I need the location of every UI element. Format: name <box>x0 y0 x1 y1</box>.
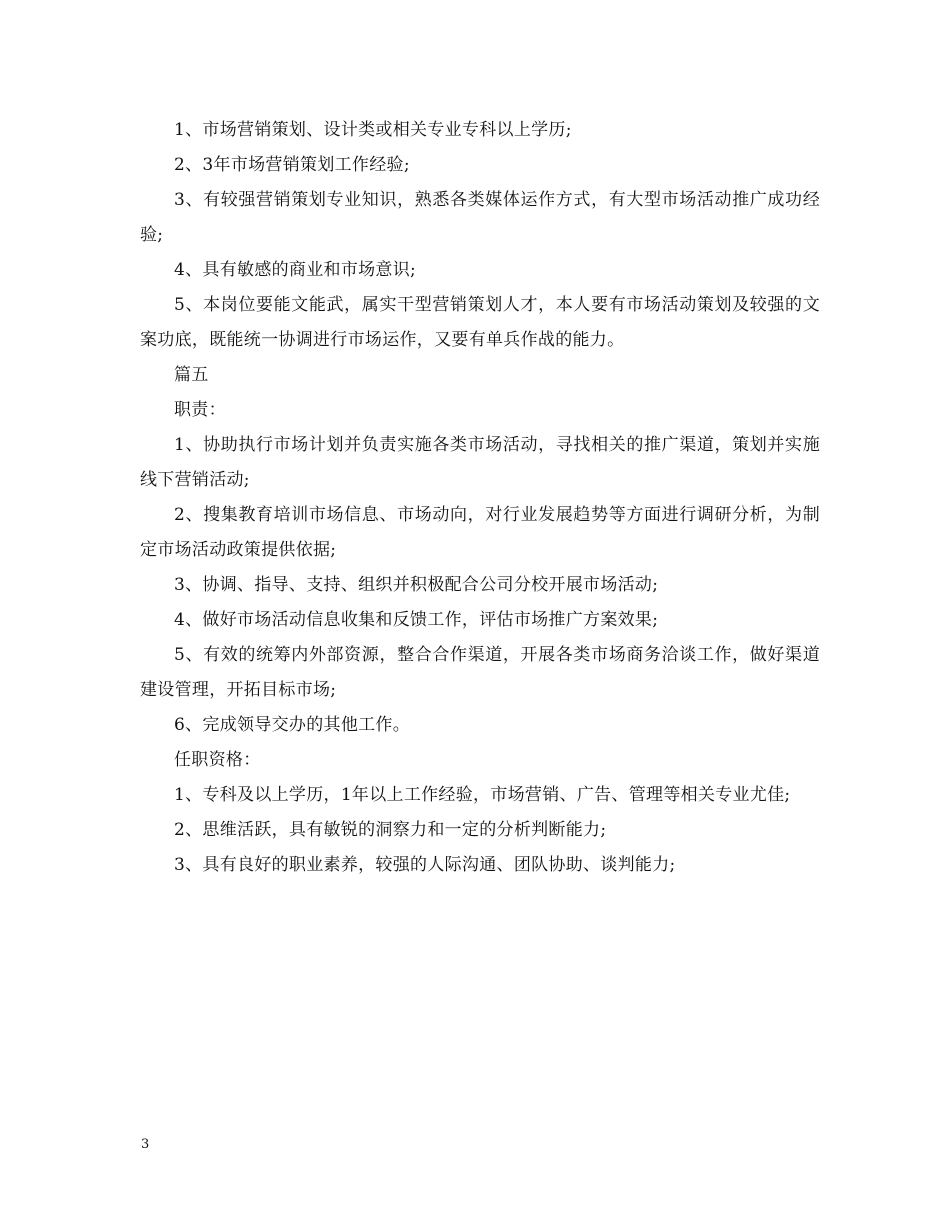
paragraph: 3、协调、指导、支持、组织并积极配合公司分校开展市场活动; <box>174 575 659 595</box>
paragraph: 6、完成领导交办的其他工作。 <box>174 715 411 735</box>
paragraph: 5、有效的统筹内外部资源，整合合作渠道，开展各类市场商务洽谈工作，做好渠道建设管理，开拓目标市场; <box>140 645 820 700</box>
paragraph: 1、市场营销策划、设计类或相关专业专科以上学历; <box>174 120 572 140</box>
paragraph: 2、搜集教育培训市场信息、市场动向，对行业发展趋势等方面进行调研分析，为制定市场活动政策提供依据; <box>140 505 820 560</box>
paragraph: 2、思维活跃，具有敏锐的洞察力和一定的分析判断能力; <box>174 820 607 840</box>
paragraph: 3、具有良好的职业素养，较强的人际沟通、团队协助、谈判能力; <box>174 855 676 875</box>
paragraph: 4、具有敏感的商业和市场意识; <box>174 260 417 280</box>
paragraph: 4、做好市场活动信息收集和反馈工作，评估市场推广方案效果; <box>174 610 659 630</box>
paragraph: 1、专科及以上学历，1年以上工作经验，市场营销、广告、管理等相关专业尤佳; <box>174 785 791 805</box>
subsection-heading: 职责： <box>174 400 226 420</box>
document-body <box>140 113 820 883</box>
paragraph: 2、3年市场营销策划工作经验; <box>174 155 410 175</box>
paragraph: 3、有较强营销策划专业知识，熟悉各类媒体运作方式，有大型市场活动推广成功经验; <box>140 190 820 245</box>
paragraph: 5、本岗位要能文能武，属实干型营销策划人才，本人要有市场活动策划及较强的文案功底，既能统一协调进行市场运作，又要有单兵作战的能力。 <box>140 295 820 350</box>
page-number: 3 <box>141 1137 150 1152</box>
paragraph: 1、协助执行市场计划并负责实施各类市场活动，寻找相关的推广渠道，策划并实施线下营销活动; <box>140 435 820 490</box>
section-heading: 篇五 <box>174 365 209 385</box>
subsection-heading: 任职资格： <box>174 750 261 770</box>
